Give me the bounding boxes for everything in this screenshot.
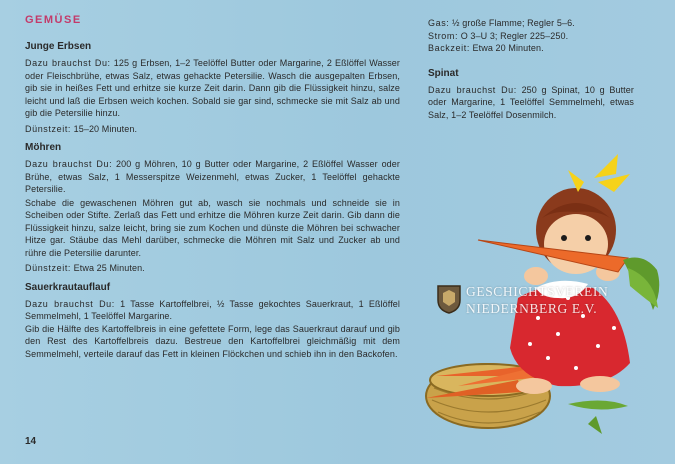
recipe-title-erbsen: Junge Erbsen	[25, 41, 92, 52]
ingredients-lead: Dazu brauchst Du:	[25, 159, 113, 169]
ingredients-text: 250 g Spinat, 10 g Butter oder Margarine, 1 Teelöffel Semmelmehl, etwas Salz, 1–2 Teelöffel Dosenmilch.	[428, 84, 634, 120]
recipe-title-spinat: Spinat	[428, 67, 459, 79]
backzeit-lead: Backzeit:	[428, 43, 470, 53]
section-title: GEMÜSE	[25, 14, 82, 26]
time-text: 15–20 Minuten.	[73, 123, 138, 134]
recipe-spinat	[428, 68, 634, 122]
backzeit-line	[428, 42, 634, 55]
ingredients-erbsen	[25, 57, 400, 120]
strom-line	[428, 30, 634, 43]
left-column	[25, 14, 400, 360]
right-column	[428, 17, 634, 121]
time-erbsen	[25, 123, 400, 136]
time-text: Etwa 25 Minuten.	[73, 263, 145, 273]
time-lead: Dünstzeit:	[25, 263, 72, 273]
strom-lead: Strom:	[428, 30, 459, 41]
method-text: Wasch die ausgepalten Erbsen, gib sie in heißes Fett und erhitze sie kurze Zeit darin. Dann gib die Flüssigkeit hinzu, salze leicht und laß die Erbsen weich kochen. Sobald sie gar sind, schmecke sie mit Salz ab und gib die Petersilie hinzu.	[25, 70, 400, 118]
recipe-title-moehren: Möhren	[25, 142, 62, 153]
gas-lead: Gas:	[428, 18, 450, 28]
backzeit-text: Etwa 20 Minuten.	[472, 43, 544, 53]
method-sauerkraut: Gib die Hälfte des Kartoffelbreis in eine gefettete Form, lege das Sauerkraut darauf und gib den Rest des Kartoffelbreis dazu. Bestreue den Kartoffelbrei gleichmäßig mit dem Semmelmehl, verteile darauf das Fett in kleinen Flöckchen und schieb ihn in den Backofen.	[25, 323, 400, 359]
time-lead: Dünstzeit:	[25, 123, 72, 134]
ingredients-spinat	[428, 84, 634, 122]
recipe-title-sauerkraut: Sauerkrautauflauf	[25, 281, 111, 293]
watermark	[436, 283, 626, 323]
ingredients-text: 1 Tasse Kartoffelbrei, ½ Tasse gekochtes Sauerkraut, 1 Eßlöffel Semmelmehl, 1 Teelöffel Margarine.	[25, 298, 400, 321]
ingredients-sauerkraut	[25, 298, 400, 323]
ingredients-lead: Dazu brauchst Du:	[428, 84, 517, 95]
recipe-erbsen	[25, 41, 400, 135]
gas-line	[428, 17, 634, 30]
ingredients-text: 200 g Möhren, 10 g Butter oder Margarine, 2 Eßlöffel Wasser oder Brühe, etwas Salz, 1 Messerspitze Weizenmehl, etwas Zucker, 1 Teelöffel gehackte Petersilie.	[25, 159, 400, 194]
recipe-sauerkraut	[25, 282, 400, 361]
gas-text: ½ große Flamme; Regler 5–6.	[452, 18, 575, 28]
sauerkraut-continued	[428, 17, 634, 55]
crest-icon	[436, 284, 462, 314]
watermark-text	[466, 283, 608, 317]
watermark-line2: NIEDERNBERG E.V.	[466, 301, 598, 316]
ingredients-text: 125 g Erbsen, 1–2 Teelöffel Butter oder Margarine, 2 Eßlöffel Wasser oder Fleischbrühe, etwas Salz, etwas gehackte Petersilie.	[25, 58, 400, 81]
time-moehren	[25, 262, 400, 275]
watermark-line1: GESCHICHTSVEREIN	[466, 284, 609, 299]
recipe-moehren	[25, 142, 400, 275]
ingredients-lead: Dazu brauchst Du:	[25, 58, 111, 68]
page-number: 14	[25, 436, 37, 447]
ingredients-moehren	[25, 158, 400, 196]
method-moehren: Schabe die gewaschenen Möhren gut ab, wasch sie nochmals und schneide sie in Scheiben oder Stifte. Zerlaß das Fett und erhitze die Möhren kurze Zeit darin. Gib dann die Flüssigkeit hinzu, salze leicht, bring sie zum Kochen und dünste die Möhren bei schwacher Hitze gar. Stäube das Mehl darüber, schmecke die Möhren mit Salz und Zucker ab und rühre die Petersilie darunter.	[25, 197, 400, 258]
ingredients-lead: Dazu brauchst Du:	[25, 298, 115, 309]
strom-text: O 3–U 3; Regler 225–250.	[460, 30, 569, 41]
